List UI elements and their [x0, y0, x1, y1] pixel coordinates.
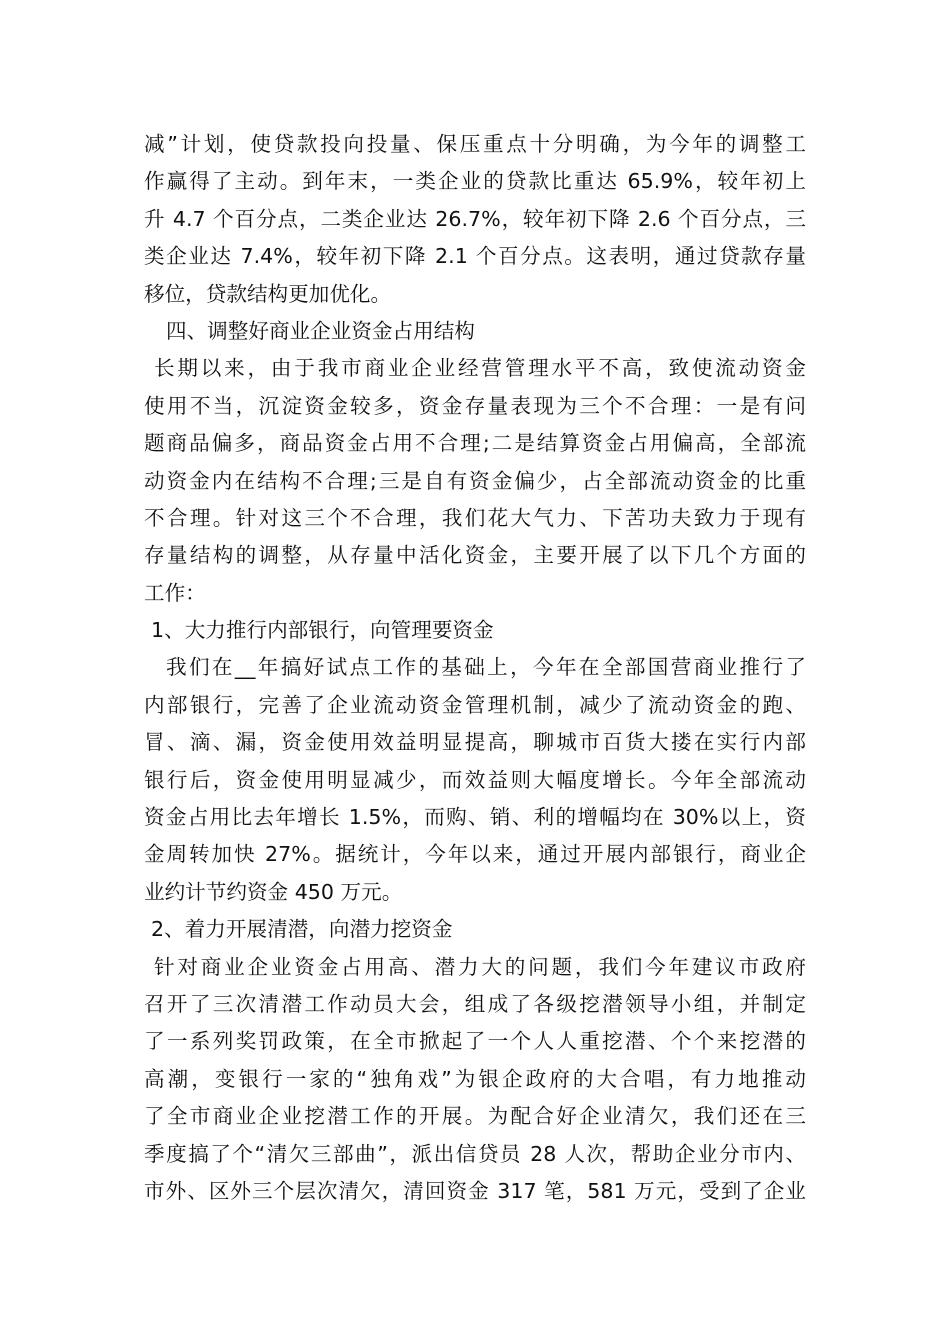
body-text-line: 存量结构的调整，从存量中活化资金，主要开展了以下几个方面的	[144, 543, 806, 568]
subsection-heading: 1、大力推行内部银行，向管理要资金	[151, 618, 494, 643]
body-text-line: 题商品偏多，商品资金占用不合理;二是结算资金占用偏高，全部流	[144, 431, 806, 456]
body-text-line: 针对商业企业资金占用高、潜力大的问题，我们今年建议市政府	[154, 954, 806, 979]
body-text-line: 了全市商业企业挖潜工作的开展。为配合好企业清欠，我们还在三	[144, 1104, 806, 1129]
subsection-heading: 2、着力开展清潜，向潜力挖资金	[151, 917, 453, 942]
body-text-line: 工作：	[144, 580, 206, 605]
body-text-line: 升 4.7 个百分点，二类企业达 26.7%，较年初下降 2.6 个百分点，三	[144, 206, 806, 231]
body-text-line: 动资金内在结构不合理;三是自有资金偏少，占全部流动资金的比重	[144, 468, 806, 493]
body-text-line: 不合理。针对这三个不合理，我们花大气力、下苦功夫致力于现有	[144, 505, 806, 530]
body-text-line: 季度搞了个“清欠三部曲”，派出信贷员 28 人次，帮助企业分市内、	[144, 1141, 806, 1166]
body-text-line: 召开了三次清潜工作动员大会，组成了各级挖潜领导小组，并制定	[144, 991, 806, 1016]
body-text-line: 金周转加快 27%。据统计，今年以来，通过开展内部银行，商业企	[144, 842, 806, 867]
body-text-line: 高潮，变银行一家的“独角戏”为银企政府的大合唱，有力地推动	[144, 1066, 806, 1091]
body-text-line: 我们在__年搞好试点工作的基础上，今年在全部国营商业推行了	[166, 655, 806, 680]
body-text-line: 长期以来，由于我市商业企业经营管理水平不高，致使流动资金	[154, 356, 806, 381]
body-text-line: 了一系列奖罚政策，在全市掀起了一个人人重挖潜、个个来挖潜的	[144, 1029, 806, 1054]
body-text-line: 业约计节约资金 450 万元。	[144, 879, 403, 904]
body-text-line: 减”计划，使贷款投向投量、保压重点十分明确，为今年的调整工	[144, 132, 806, 156]
section-heading: 四、调整好商业企业资金占用结构	[166, 318, 475, 343]
body-text-line: 市外、区外三个层次清欠，清回资金 317 笔，581 万元，受到了企业	[144, 1178, 806, 1203]
body-text-line: 使用不当，沉淀资金较多，资金存量表现为三个不合理：一是有问	[144, 393, 806, 418]
body-text-line: 内部银行，完善了企业流动资金管理机制，减少了流动资金的跑、	[144, 692, 806, 717]
body-text-line: 冒、滴、漏，资金使用效益明显提高，聊城市百货大搂在实行内部	[144, 730, 806, 755]
body-text-line: 银行后，资金使用明显减少，而效益则大幅度增长。今年全部流动	[144, 767, 806, 792]
body-text-line: 类企业达 7.4%，较年初下降 2.1 个百分点。这表明，通过贷款存量	[144, 244, 806, 269]
body-text-line: 移位，贷款结构更加优化。	[144, 281, 392, 306]
body-text-line: 资金占用比去年增长 1.5%，而购、销、利的增幅均在 30%以上，资	[144, 805, 806, 830]
document-page	[144, 126, 806, 1210]
body-text-line: 作赢得了主动。到年末，一类企业的贷款比重达 65.9%，较年初上	[144, 169, 806, 194]
